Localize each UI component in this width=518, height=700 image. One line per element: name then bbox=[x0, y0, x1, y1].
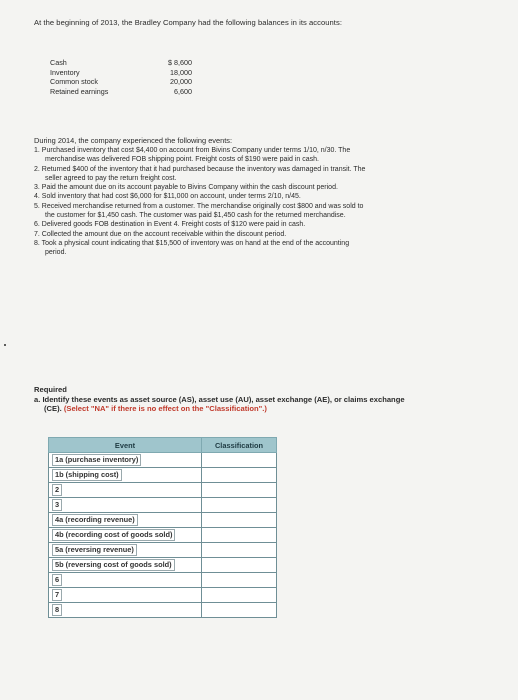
event-cell bbox=[49, 588, 202, 603]
event-line: 8. Took a physical count indicating that $15,500 of inventory was on hand at the end of the accounting bbox=[34, 239, 350, 247]
event-cell bbox=[49, 528, 202, 543]
table-row bbox=[49, 603, 277, 618]
event-label: 4a (recording revenue) bbox=[52, 514, 138, 526]
required-section bbox=[34, 385, 405, 413]
event-item bbox=[34, 230, 502, 239]
table-row bbox=[49, 498, 277, 513]
event-line: 1. Purchased inventory that cost $4,400 on account from Bivins Company under terms 1/10, n/30. The bbox=[34, 147, 351, 154]
event-label: 4b (recording cost of goods sold) bbox=[52, 529, 175, 541]
header-event: Event bbox=[49, 438, 202, 453]
table-row bbox=[49, 543, 277, 558]
balance-row bbox=[50, 58, 192, 68]
event-item bbox=[34, 183, 502, 192]
event-cell bbox=[49, 603, 202, 618]
part-a-instruction bbox=[34, 404, 405, 413]
table-row bbox=[49, 573, 277, 588]
event-label: 3 bbox=[52, 499, 62, 511]
header-classification: Classification bbox=[202, 438, 277, 453]
balance-row bbox=[50, 68, 192, 78]
events-list bbox=[34, 146, 502, 258]
balance-amount: 18,000 bbox=[170, 67, 192, 77]
balance-label: Common stock bbox=[50, 77, 98, 87]
event-cell bbox=[49, 468, 202, 483]
event-item bbox=[34, 220, 502, 229]
event-cell bbox=[49, 453, 202, 468]
event-cell bbox=[49, 513, 202, 528]
event-line: 2. Returned $400 of the inventory that it had purchased because the inventory was damaged in transit. The bbox=[34, 165, 366, 173]
event-label: 7 bbox=[52, 589, 62, 601]
event-cell bbox=[49, 498, 202, 513]
classification-select[interactable] bbox=[202, 468, 277, 483]
classification-select[interactable] bbox=[202, 513, 277, 528]
table-row bbox=[49, 558, 277, 573]
classification-select[interactable] bbox=[202, 453, 277, 468]
classification-select[interactable] bbox=[202, 558, 277, 573]
table-row bbox=[49, 588, 277, 603]
event-item bbox=[34, 165, 502, 184]
event-line-cont: period. bbox=[45, 249, 67, 257]
event-label: 2 bbox=[52, 484, 62, 496]
table-row bbox=[49, 528, 277, 543]
balance-label: Cash bbox=[50, 58, 67, 67]
table-row bbox=[49, 483, 277, 498]
balances-list bbox=[50, 58, 192, 96]
event-item bbox=[34, 192, 502, 201]
classification-table bbox=[48, 437, 277, 618]
event-line-cont: the customer for $1,450 cash. The customer was paid $1,450 cash for the returned merchandise. bbox=[45, 212, 346, 220]
intro-text: At the beginning of 2013, the Bradley Company had the following balances in its accounts: bbox=[34, 18, 342, 27]
required-title: Required bbox=[34, 385, 67, 394]
balance-amount: $ 8,600 bbox=[168, 58, 192, 67]
event-line: 7. Collected the amount due on the account receivable within the discount period. bbox=[34, 230, 287, 238]
balance-amount: 20,000 bbox=[170, 77, 192, 87]
event-cell bbox=[49, 558, 202, 573]
event-line: 4. Sold inventory that had cost $6,000 for $11,000 on account, under terms 2/10, n/45. bbox=[34, 193, 301, 201]
bullet-dot bbox=[4, 344, 6, 346]
part-a-cont: (CE). bbox=[44, 404, 62, 413]
event-cell bbox=[49, 483, 202, 498]
balance-label: Retained earnings bbox=[50, 86, 109, 96]
event-line: 3. Paid the amount due on its account payable to Bivins Company within the cash discount period. bbox=[34, 184, 338, 192]
balance-row bbox=[50, 87, 192, 97]
event-item bbox=[34, 202, 502, 221]
event-label: 8 bbox=[52, 604, 62, 616]
table-row bbox=[49, 513, 277, 528]
classification-select[interactable] bbox=[202, 498, 277, 513]
classification-select[interactable] bbox=[202, 483, 277, 498]
table-row bbox=[49, 468, 277, 483]
event-cell bbox=[49, 543, 202, 558]
event-label: 1a (purchase inventory) bbox=[52, 454, 141, 466]
event-label: 5b (reversing cost of goods sold) bbox=[52, 559, 175, 571]
balance-amount: 6,600 bbox=[174, 86, 192, 96]
event-cell bbox=[49, 573, 202, 588]
classification-select[interactable] bbox=[202, 543, 277, 558]
classification-select[interactable] bbox=[202, 528, 277, 543]
part-a-text: a. Identify these events as asset source (AS), asset use (AU), asset exchange (AE), or claims exchange bbox=[34, 395, 405, 404]
balance-label: Inventory bbox=[50, 67, 80, 77]
event-line: 6. Delivered goods FOB destination in Event 4. Freight costs of $120 were paid in cash. bbox=[34, 221, 306, 229]
event-line-cont: merchandise was delivered FOB shipping point. Freight costs of $190 were paid in cash. bbox=[45, 156, 319, 164]
event-line-cont: seller agreed to pay the return freight cost. bbox=[45, 174, 177, 182]
event-item bbox=[34, 239, 502, 258]
na-note: (Select "NA" if there is no effect on the "Classification".) bbox=[63, 404, 267, 413]
table-row bbox=[49, 453, 277, 468]
event-line: 5. Received merchandise returned from a customer. The merchandise originally cost $800 and was sold to bbox=[34, 202, 364, 210]
events-heading: During 2014, the company experienced the following events: bbox=[34, 136, 233, 145]
classification-select[interactable] bbox=[202, 588, 277, 603]
balance-row bbox=[50, 77, 192, 87]
classification-select[interactable] bbox=[202, 603, 277, 618]
event-label: 5a (reversing revenue) bbox=[52, 544, 137, 556]
event-label: 1b (shipping cost) bbox=[52, 469, 122, 481]
classification-select[interactable] bbox=[202, 573, 277, 588]
required-part-a bbox=[34, 395, 405, 413]
event-item bbox=[34, 146, 502, 165]
event-label: 6 bbox=[52, 574, 62, 586]
